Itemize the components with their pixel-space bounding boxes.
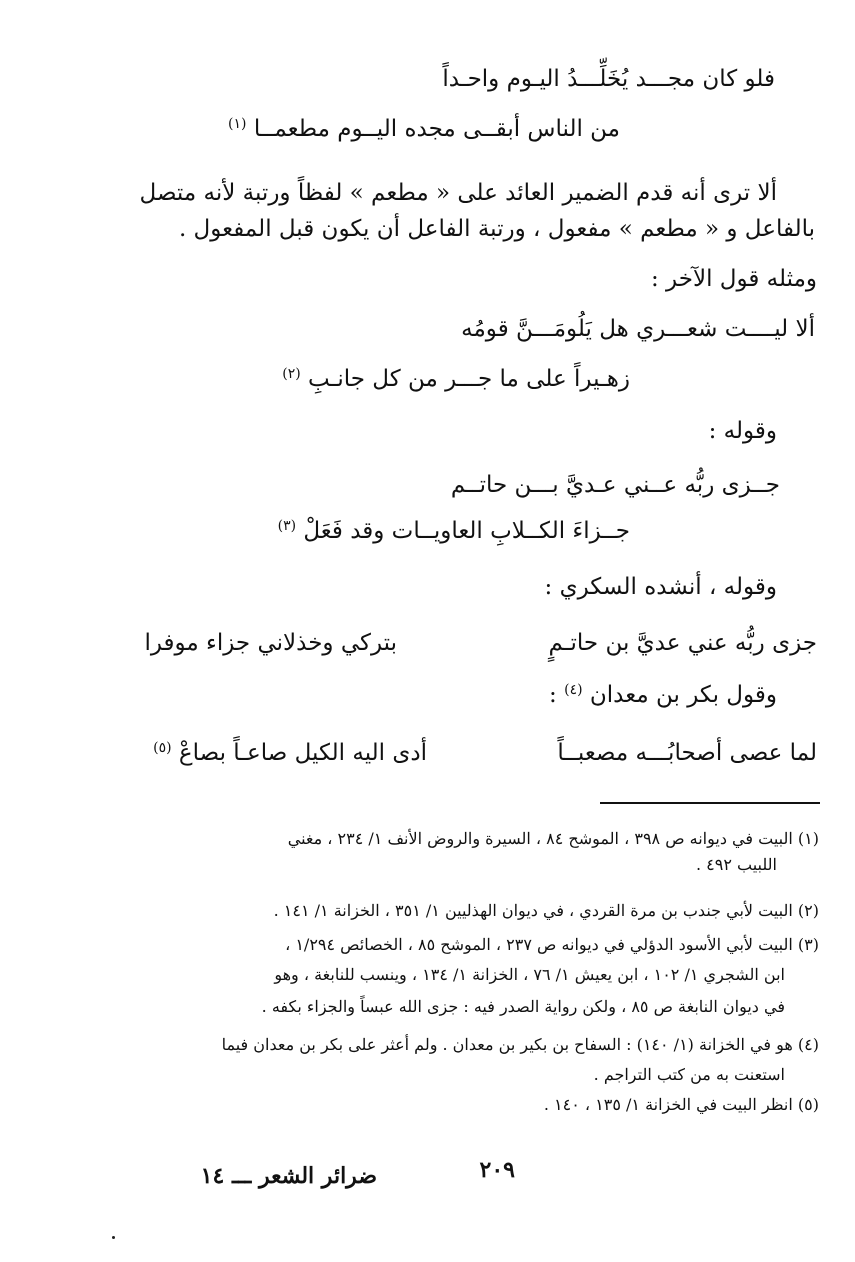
footnote-5-number: (٥) [797, 1095, 819, 1114]
footnote-ref-3: (٣) [277, 518, 297, 534]
verse-2-second-hemistich [282, 364, 630, 397]
footnote-ref-2: (٢) [282, 366, 301, 382]
verse-2-first-hemistich: ألا ليــــت شعـــري هل يَلُومَـــنَّ قومُه [461, 316, 815, 342]
prose-line-1: ألا ترى أنه قدم الضمير العائد على « مطعم » لفظاً ورتبة لأنه متصل [139, 180, 777, 206]
footnote-1-text: البيت في ديوانه ص ٣٩٨ ، الموشح ٨٤ ، السيرة والروض الأنف ١/ ٢٣٤ ، مغني [287, 829, 793, 848]
footnote-3-number: (٣) [797, 935, 819, 954]
verse-3-second-hemistich-text: جــزاءَ الكــلابِ العاويــات وقد فَعَلْ [303, 518, 630, 544]
verse-4-first-hemistich: جزى ربُّه عني عديَّ بن حاتـمٍ [548, 630, 817, 656]
footnote-ref-5: (٥) [153, 740, 172, 756]
scan-speck [112, 1236, 115, 1239]
prose-his-saying-1: وقوله : [708, 418, 777, 444]
verse-4-second-hemistich: بتركي وخذلاني جزاء موفرا [144, 630, 397, 656]
prose-line-2: بالفاعل و « مطعم » مفعول ، ورتبة الفاعل أن يكون قبل المفعول . [178, 216, 815, 242]
footnote-3-text: البيت لأبي الأسود الدؤلي في ديوانه ص ٢٣٧ ، الموشح ٨٥ ، الخصائص ١/٢٩٤ ، [285, 935, 793, 954]
footnote-4 [222, 1034, 819, 1056]
verse-5-second-hemistich [153, 738, 427, 771]
footnote-1 [288, 828, 819, 850]
footnote-1-continuation: اللبيب ٤٩٢ . [695, 855, 777, 874]
page-number: ٢٠٩ [479, 1157, 515, 1183]
footnote-2 [274, 900, 819, 922]
footnote-ref-4: (٤) [564, 682, 583, 698]
verse-3-second-hemistich [278, 516, 630, 549]
footnote-4-number: (٤) [797, 1035, 819, 1054]
footnote-2-text: البيت لأبي جندب بن مرة القردي ، في ديوان الهذليين ١/ ٣٥١ ، الخزانة ١/ ١٤١ . [273, 901, 793, 920]
prose-bakr-saying-colon: : [549, 682, 557, 708]
running-footer-title: ضرائر الشعر ـــ ١٤ [200, 1163, 377, 1189]
verse-1-second-hemistich [228, 114, 620, 147]
footnote-4-continuation: استعنت به من كتب التراجم . [593, 1065, 785, 1084]
verse-1-second-hemistich-text: من الناس أبقــى مجده اليــوم مطعمــا [253, 116, 620, 142]
prose-his-saying-sukkari: وقوله ، أنشده السكري : [544, 574, 777, 600]
footnote-2-number: (٢) [797, 901, 819, 920]
footnote-5 [544, 1094, 819, 1116]
footnote-3-continuation-2: في ديوان النابغة ص ٨٥ ، ولكن رواية الصدر فيه : جزى الله عبساً والجزاء بكفه . [261, 997, 785, 1016]
verse-3-first-hemistich: جــزى ربُّه عــني عـديَّ بـــن حاتــم [450, 472, 780, 498]
verse-1-first-hemistich: فلو كان مجـــد يُخَلِّـــدُ اليـوم واحـداً [442, 66, 775, 92]
footnote-ref-1: (١) [228, 116, 247, 132]
footnote-4-text: هو في الخزانة (١/ ١٤٠) : السفاح بن بكير بن معدان . ولم أعثر على بكر بن معدان فيما [221, 1035, 793, 1054]
footnote-3 [285, 934, 819, 956]
verse-5-first-hemistich: لما عصى أصحابُـــه مصعبــاً [557, 740, 817, 766]
prose-bakr-saying [549, 680, 777, 713]
prose-bakr-saying-text: وقول بكر بن معدان [589, 682, 777, 708]
footnote-1-number: (١) [797, 829, 819, 848]
footnote-separator [600, 802, 820, 804]
verse-2-second-hemistich-text: زهـيراً على ما جـــر من كل جانـبِ [308, 366, 630, 392]
footnote-5-text: انظر البيت في الخزانة ١/ ١٣٥ ، ١٤٠ . [543, 1095, 793, 1114]
prose-intro-other: ومثله قول الآخر : [651, 266, 817, 292]
footnote-3-continuation-1: ابن الشجري ١/ ١٠٢ ، ابن يعيش ١/ ٧٦ ، الخزانة ١/ ١٣٤ ، وينسب للنابغة ، وهو [274, 965, 785, 984]
verse-5-second-hemistich-text: أدى اليه الكيل صاعـاً بصاعْ [178, 740, 427, 766]
